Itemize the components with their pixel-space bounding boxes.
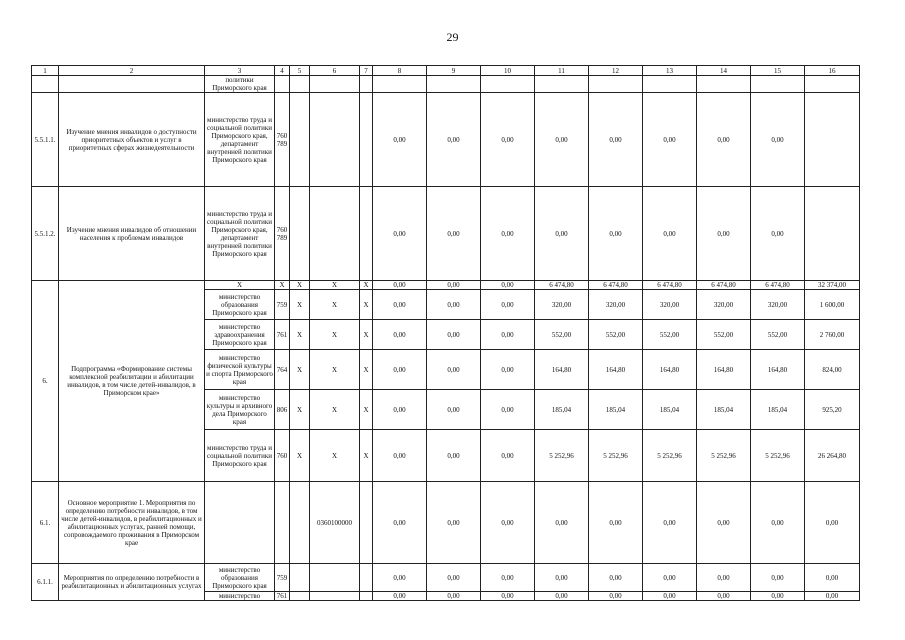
cell-value: 0,00 [427, 482, 481, 564]
cell-value: 0,00 [481, 281, 535, 290]
cell-value: 0,00 [751, 93, 805, 187]
column-number: 9 [427, 66, 481, 76]
table-row [32, 76, 860, 93]
cell-value: 0,00 [751, 187, 805, 281]
cell-col7 [360, 76, 373, 93]
cell-value [481, 76, 535, 93]
cell-col7 [360, 592, 373, 601]
cell-value: 0,00 [535, 482, 589, 564]
cell-col7: X [360, 390, 373, 430]
cell-total: 1 600,00 [805, 290, 860, 320]
cell-value: 164,80 [535, 350, 589, 390]
cell-number: 5.5.1.2. [32, 187, 59, 281]
cell-value: 0,00 [373, 482, 427, 564]
cell-col6: X [310, 350, 360, 390]
cell-value: 185,04 [589, 390, 643, 430]
cell-value: 320,00 [643, 290, 697, 320]
cell-value: 0,00 [589, 187, 643, 281]
table-row [32, 281, 860, 290]
cell-value: 0,00 [481, 482, 535, 564]
cell-value: 6 474,80 [697, 281, 751, 290]
cell-value [427, 76, 481, 93]
cell-number: 6.1. [32, 482, 59, 564]
cell-code: 760 [275, 430, 290, 482]
cell-value: 0,00 [697, 482, 751, 564]
cell-total: 824,00 [805, 350, 860, 390]
cell-value: 5 252,96 [751, 430, 805, 482]
cell-value: 0,00 [427, 320, 481, 350]
cell-value [751, 76, 805, 93]
cell-code [275, 482, 290, 564]
cell-value: 552,00 [751, 320, 805, 350]
cell-col6: X [310, 320, 360, 350]
cell-value: 0,00 [373, 390, 427, 430]
cell-col6 [310, 93, 360, 187]
cell-value: 0,00 [697, 592, 751, 601]
cell-col5: X [290, 320, 310, 350]
cell-value [643, 76, 697, 93]
column-number: 10 [481, 66, 535, 76]
cell-value: 552,00 [643, 320, 697, 350]
cell-code: 764 [275, 350, 290, 390]
column-number: 15 [751, 66, 805, 76]
cell-value: 0,00 [589, 93, 643, 187]
cell-value: 320,00 [535, 290, 589, 320]
cell-responsible [205, 482, 275, 564]
cell-code: 760 789 [275, 187, 290, 281]
cell-value: 0,00 [643, 592, 697, 601]
cell-value: 0,00 [481, 320, 535, 350]
cell-col5: X [290, 290, 310, 320]
cell-name: Изучение мнения инвалидов о доступности приоритетных объектов и услуг в приоритетных сферах жизнедеятельности [59, 93, 205, 187]
cell-col6 [310, 76, 360, 93]
column-number-row [32, 66, 860, 76]
cell-value: 0,00 [643, 93, 697, 187]
cell-col5 [290, 76, 310, 93]
cell-col5 [290, 187, 310, 281]
cell-col5 [290, 564, 310, 592]
cell-col6 [310, 564, 360, 592]
cell-value: 164,80 [751, 350, 805, 390]
cell-value: 164,80 [643, 350, 697, 390]
cell-value: 0,00 [751, 482, 805, 564]
cell-value: 0,00 [427, 564, 481, 592]
column-number: 12 [589, 66, 643, 76]
cell-total: 925,20 [805, 390, 860, 430]
cell-name [59, 76, 205, 93]
cell-col6: X [310, 290, 360, 320]
cell-value: 0,00 [427, 430, 481, 482]
cell-value: 0,00 [643, 187, 697, 281]
column-number: 1 [32, 66, 59, 76]
cell-value: 0,00 [481, 350, 535, 390]
cell-value: 0,00 [481, 187, 535, 281]
cell-value: 0,00 [373, 592, 427, 601]
cell-value: 320,00 [697, 290, 751, 320]
cell-value: 0,00 [373, 290, 427, 320]
cell-col5: X [290, 350, 310, 390]
cell-name: Подпрограмма «Формирование системы комплексной реабилитации и абилитации инвалидов, в том числе детей-инвалидов, в Приморском крае» [59, 281, 205, 482]
cell-col7 [360, 482, 373, 564]
table-row [32, 564, 860, 592]
cell-col7: X [360, 430, 373, 482]
cell-value: 320,00 [589, 290, 643, 320]
cell-value: 6 474,80 [535, 281, 589, 290]
cell-value: 5 252,96 [589, 430, 643, 482]
cell-responsible: министерство труда и социальной политики Приморского края, департамент внутренней политики Приморского края [205, 93, 275, 187]
cell-number: 5.5.1.1. [32, 93, 59, 187]
table-row [32, 93, 860, 187]
cell-value: 185,04 [751, 390, 805, 430]
column-number: 14 [697, 66, 751, 76]
cell-total [805, 93, 860, 187]
cell-responsible: X [205, 281, 275, 290]
cell-value: 5 252,96 [697, 430, 751, 482]
column-number: 7 [360, 66, 373, 76]
cell-value: 6 474,80 [589, 281, 643, 290]
cell-total: 2 760,00 [805, 320, 860, 350]
cell-col7 [360, 93, 373, 187]
cell-col7: X [360, 281, 373, 290]
cell-value: 0,00 [751, 592, 805, 601]
cell-value [697, 76, 751, 93]
cell-col6: X [310, 281, 360, 290]
cell-col5 [290, 93, 310, 187]
cell-col7: X [360, 320, 373, 350]
cell-value: 0,00 [427, 281, 481, 290]
cell-value: 0,00 [427, 187, 481, 281]
cell-value: 0,00 [589, 482, 643, 564]
cell-value: 552,00 [697, 320, 751, 350]
cell-col5: X [290, 430, 310, 482]
cell-value: 0,00 [427, 290, 481, 320]
cell-value: 0,00 [643, 482, 697, 564]
cell-responsible: политики Приморского края [205, 76, 275, 93]
cell-value: 0,00 [373, 320, 427, 350]
cell-code: 759 [275, 290, 290, 320]
cell-responsible: министерство труда и социальной политики Приморского края, департамент внутренней политики Приморского края [205, 187, 275, 281]
cell-value: 185,04 [535, 390, 589, 430]
table-row [32, 187, 860, 281]
cell-value: 0,00 [481, 430, 535, 482]
cell-code: 761 [275, 592, 290, 601]
cell-value: 0,00 [589, 592, 643, 601]
cell-value: 320,00 [751, 290, 805, 320]
cell-number: 6. [32, 281, 59, 482]
cell-value: 0,00 [481, 564, 535, 592]
column-number: 16 [805, 66, 860, 76]
cell-col7 [360, 564, 373, 592]
cell-responsible: министерство образования Приморского края [205, 564, 275, 592]
table-row [32, 482, 860, 564]
cell-value: 0,00 [697, 564, 751, 592]
cell-total: 0,00 [805, 564, 860, 592]
cell-code: 759 [275, 564, 290, 592]
cell-col5 [290, 592, 310, 601]
cell-total: 26 264,80 [805, 430, 860, 482]
cell-value: 6 474,80 [751, 281, 805, 290]
cell-value: 5 252,96 [535, 430, 589, 482]
cell-responsible: министерство образования Приморского края [205, 290, 275, 320]
cell-value: 0,00 [427, 350, 481, 390]
column-number: 8 [373, 66, 427, 76]
budget-table [31, 65, 860, 601]
cell-value: 0,00 [535, 187, 589, 281]
cell-code: 760 789 [275, 93, 290, 187]
cell-code: X [275, 281, 290, 290]
cell-value: 0,00 [535, 564, 589, 592]
cell-responsible: министерство труда и социальной политики Приморского края [205, 430, 275, 482]
cell-name: Изучение мнения инвалидов об отношении населения к проблемам инвалидов [59, 187, 205, 281]
column-number: 2 [59, 66, 205, 76]
cell-responsible: министерство здравоохранения Приморского края [205, 320, 275, 350]
cell-value: 0,00 [643, 564, 697, 592]
cell-total: 32 374,00 [805, 281, 860, 290]
column-number: 3 [205, 66, 275, 76]
cell-value: 6 474,80 [643, 281, 697, 290]
cell-value: 185,04 [643, 390, 697, 430]
cell-value: 5 252,96 [643, 430, 697, 482]
cell-value: 552,00 [535, 320, 589, 350]
cell-number [32, 76, 59, 93]
cell-value: 0,00 [535, 592, 589, 601]
cell-col7 [360, 187, 373, 281]
cell-total [805, 187, 860, 281]
cell-value: 0,00 [373, 564, 427, 592]
cell-responsible: министерство физической культуры и спорта Приморского края [205, 350, 275, 390]
cell-value: 0,00 [373, 93, 427, 187]
cell-value: 0,00 [373, 430, 427, 482]
cell-value: 0,00 [697, 93, 751, 187]
cell-value [589, 76, 643, 93]
cell-value: 0,00 [427, 592, 481, 601]
column-number: 13 [643, 66, 697, 76]
cell-col7: X [360, 290, 373, 320]
cell-col7: X [360, 350, 373, 390]
cell-value: 164,80 [589, 350, 643, 390]
cell-value: 552,00 [589, 320, 643, 350]
cell-value: 185,04 [697, 390, 751, 430]
column-number: 11 [535, 66, 589, 76]
cell-col5: X [290, 390, 310, 430]
cell-value: 0,00 [697, 187, 751, 281]
cell-value: 0,00 [481, 390, 535, 430]
cell-value: 0,00 [481, 93, 535, 187]
cell-value: 0,00 [427, 93, 481, 187]
cell-responsible: министерство [205, 592, 275, 601]
cell-code: 806 [275, 390, 290, 430]
cell-value: 0,00 [481, 290, 535, 320]
cell-col6: X [310, 390, 360, 430]
cell-value: 0,00 [427, 390, 481, 430]
cell-name: Основное мероприятие 1. Мероприятия по определению потребности инвалидов, в том числе детей-инвалидов, в реабилитационных и абилитационных услугах, ранней помощи, сопровождаемого проживания в Приморском крае [59, 482, 205, 564]
cell-total [805, 76, 860, 93]
cell-value [535, 76, 589, 93]
cell-responsible: министерство культуры и архивного дела Приморского края [205, 390, 275, 430]
cell-value: 164,80 [697, 350, 751, 390]
cell-value [373, 76, 427, 93]
cell-value: 0,00 [373, 187, 427, 281]
cell-col6: 0360100000 [310, 482, 360, 564]
cell-value: 0,00 [373, 281, 427, 290]
cell-total: 0,00 [805, 482, 860, 564]
cell-col6: X [310, 430, 360, 482]
column-number: 4 [275, 66, 290, 76]
cell-value: 0,00 [481, 592, 535, 601]
cell-value: 0,00 [373, 350, 427, 390]
cell-name: Мероприятия по определению потребности в реабилитационных и абилитационных услугах [59, 564, 205, 601]
page-number: 29 [446, 30, 459, 44]
cell-col6 [310, 187, 360, 281]
cell-code: 761 [275, 320, 290, 350]
cell-value: 0,00 [751, 564, 805, 592]
cell-code [275, 76, 290, 93]
column-number: 5 [290, 66, 310, 76]
cell-col6 [310, 592, 360, 601]
cell-number: 6.1.1. [32, 564, 59, 601]
cell-col5: X [290, 281, 310, 290]
cell-value: 0,00 [589, 564, 643, 592]
cell-total: 0,00 [805, 592, 860, 601]
cell-value: 0,00 [535, 93, 589, 187]
column-number: 6 [310, 66, 360, 76]
cell-col5 [290, 482, 310, 564]
